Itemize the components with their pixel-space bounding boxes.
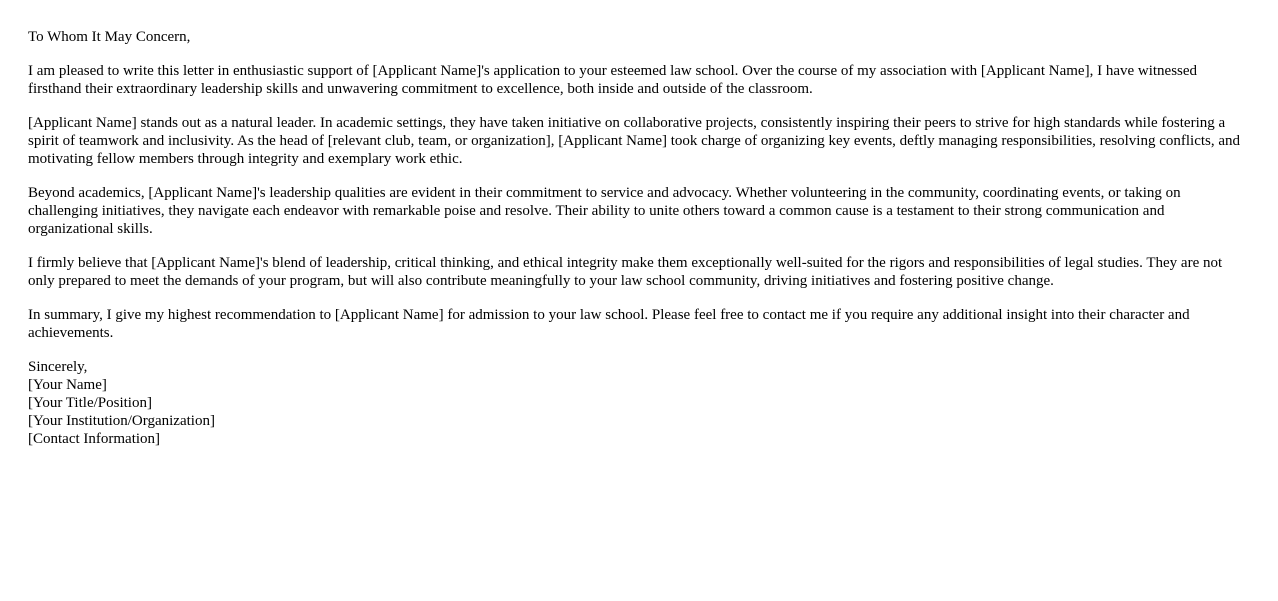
recommendation-letter — [28, 28, 1250, 448]
signature-closing: Sincerely, — [28, 359, 88, 375]
letter-paragraph-belief: I firmly believe that [Applicant Name]'s blend of leadership, critical thinking, and ethical integrity make them exceptionally well-suited for the rigors and responsibilities of legal studies. They are not only prepared to meet the demands of your program, but will also contribute meaningfully to your law school community, driving initiatives and fostering positive change. — [28, 255, 1223, 289]
letter-paragraph-summary: In summary, I give my highest recommendation to [Applicant Name] for admission to your law school. Please feel free to contact me if you require any additional insight into their character and achievements. — [28, 307, 1190, 341]
signature-institution: [Your Institution/Organization] — [28, 413, 215, 429]
signature-name: [Your Name] — [28, 377, 107, 393]
signature-title: [Your Title/Position] — [28, 395, 152, 411]
signature-contact: [Contact Information] — [28, 431, 161, 447]
letter-signature — [28, 358, 1250, 448]
letter-paragraph-intro: I am pleased to write this letter in enthusiastic support of [Applicant Name]'s application to your esteemed law school. Over the course of my association with [Applicant Name], I have witnessed firsthand their extraordinary leadership skills and unwavering commitment to excellence, both inside and outside of the classroom. — [28, 63, 1198, 97]
letter-paragraph-beyond-academics: Beyond academics, [Applicant Name]'s leadership qualities are evident in their commitment to service and advocacy. Whether volunteering in the community, coordinating events, or taking on challenging initiatives, they navigate each endeavor with remarkable poise and resolve. Their ability to unite others toward a common cause is a testament to their strong communication and organizational skills. — [28, 185, 1181, 237]
letter-paragraph-leadership: [Applicant Name] stands out as a natural leader. In academic settings, they have taken initiative on collaborative projects, consistently inspiring their peers to strive for high standards while fostering a spirit of teamwork and inclusivity. As the head of [relevant club, team, or organization], [Applicant Name] took charge of organizing key events, deftly managing responsibilities, resolving conflicts, and motivating fellow members through integrity and exemplary work ethic. — [28, 115, 1241, 167]
letter-salutation: To Whom It May Concern, — [28, 29, 191, 45]
